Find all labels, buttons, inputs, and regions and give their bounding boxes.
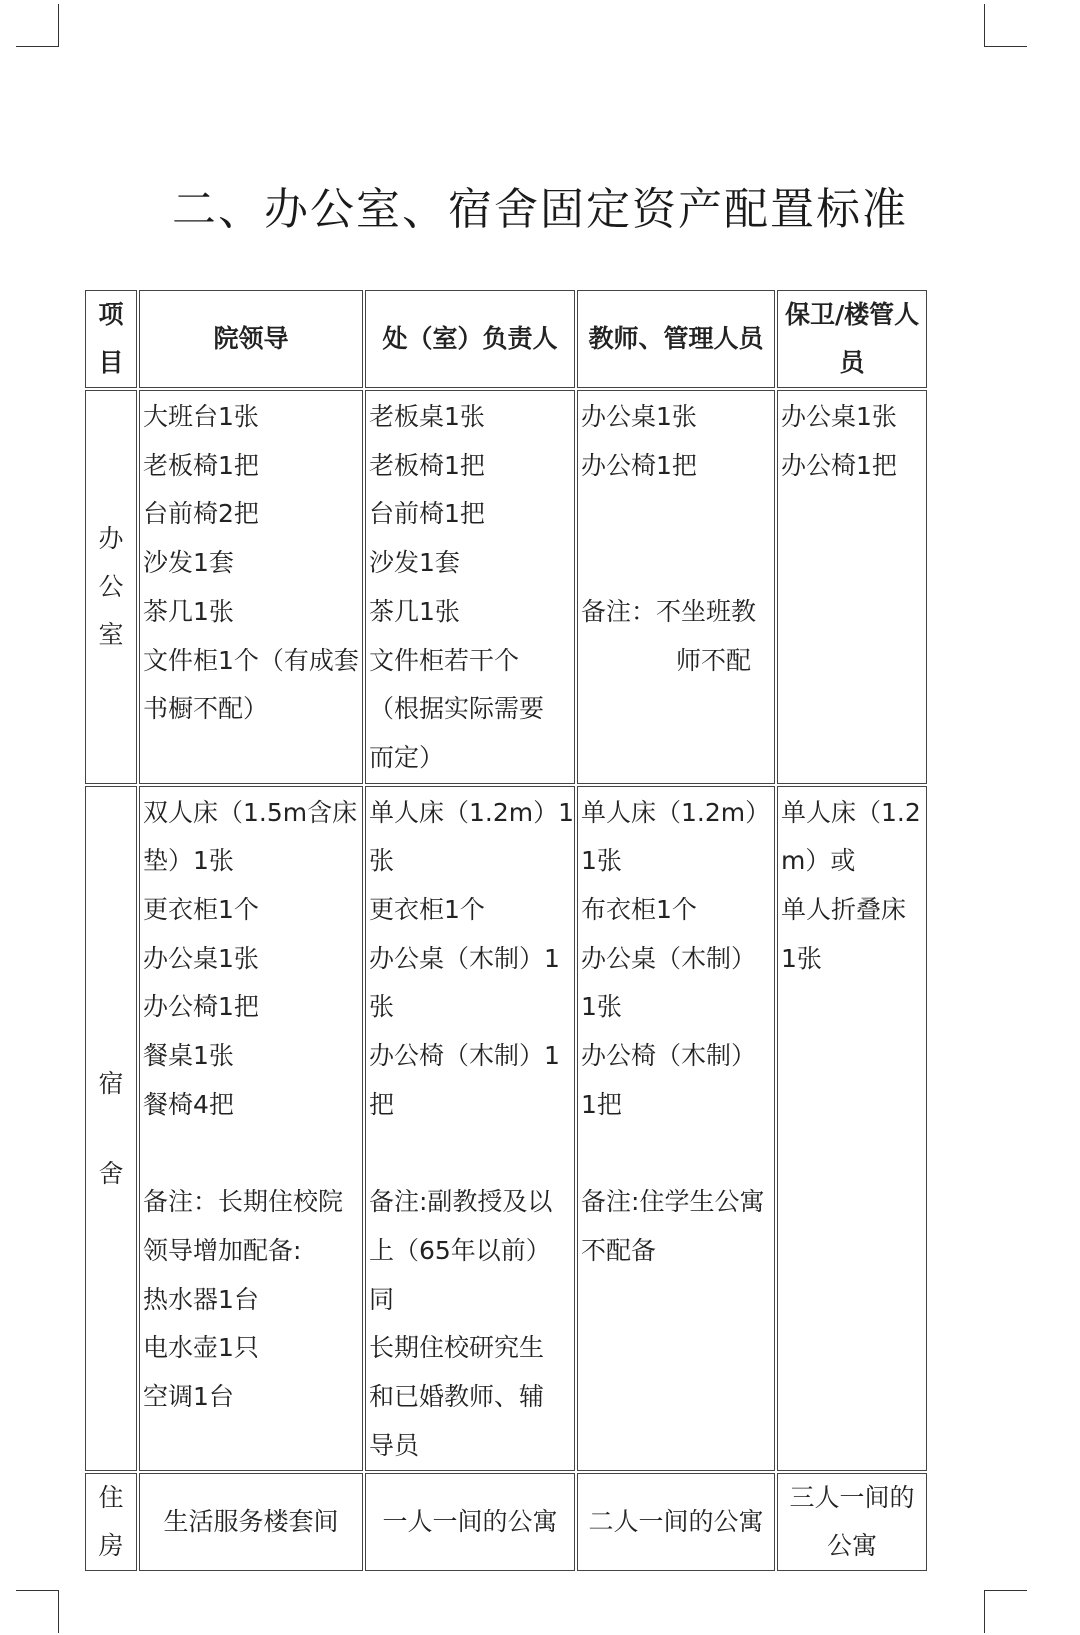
office-guard-cell: 办公桌1张 办公椅1把	[777, 390, 927, 784]
header-director: 处（室）负责人	[365, 290, 575, 388]
office-teacher-note: 备注：不坐班教	[581, 596, 757, 626]
office-row	[85, 390, 927, 784]
page-title: 二、办公室、宿舍固定资产配置标准	[172, 184, 908, 235]
dorm-director-note: 备注:副教授及以	[369, 1187, 553, 1217]
housing-director-cell: 一人一间的公寓	[365, 1473, 575, 1571]
dorm-teacher-note: 备注:住学生公寓	[581, 1187, 765, 1217]
dorm-label: 宿 舍	[85, 786, 137, 1472]
housing-teacher-cell: 二人一间的公寓	[577, 1473, 775, 1571]
crop-mark-bottom-left	[16, 1590, 59, 1633]
header-item: 项 目	[85, 290, 137, 388]
housing-guard-cell: 三人一间的 公寓	[777, 1473, 927, 1571]
housing-row	[85, 1473, 927, 1571]
crop-mark-top-left	[16, 4, 59, 47]
crop-mark-top-right	[984, 4, 1027, 47]
dorm-teacher-cell: 单人床（1.2m） 1张 布衣柜1个 办公桌（木制） 1张 办公椅（木制） 1把 备注:住学生公寓 不配备	[577, 786, 775, 1472]
housing-label: 住 房	[85, 1473, 137, 1571]
office-leader-cell: 大班台1张 老板椅1把 台前椅2把 沙发1套 茶几1张 文件柜1个（有成套 书橱不配）	[139, 390, 363, 784]
crop-mark-bottom-right	[984, 1590, 1027, 1633]
dorm-guard-cell: 单人床（1.2 m）或 单人折叠床 1张	[777, 786, 927, 1472]
header-row	[85, 290, 927, 388]
dorm-leader-note: 备注：长期住校院	[143, 1187, 344, 1217]
housing-leader-cell: 生活服务楼套间	[139, 1473, 363, 1571]
dorm-leader-cell: 双人床（1.5m含床 垫）1张 更衣柜1个 办公桌1张 办公椅1把 餐桌1张 餐椅4把 备注：长期住校院 领导增加配备: 热水器1台 电水壶1只 空调1台	[139, 786, 363, 1472]
header-teacher: 教师、管理人员	[577, 290, 775, 388]
asset-standard-table	[83, 288, 929, 1573]
header-guard: 保卫/楼管人 员	[777, 290, 927, 388]
office-director-cell: 老板桌1张 老板椅1把 台前椅1把 沙发1套 茶几1张 文件柜若干个 （根据实际需要 而定）	[365, 390, 575, 784]
office-label: 办 公 室	[85, 390, 137, 784]
dorm-row	[85, 786, 927, 1472]
header-leader: 院领导	[139, 290, 363, 388]
office-teacher-cell: 办公桌1张 办公椅1把 备注：不坐班教 师不配	[577, 390, 775, 784]
dorm-director-cell: 单人床（1.2m）1 张 更衣柜1个 办公桌（木制）1 张 办公椅（木制）1 把 备注:副教授及以 上（65年以前） 同 长期住校研究生 和已婚教师、辅 导员	[365, 786, 575, 1472]
